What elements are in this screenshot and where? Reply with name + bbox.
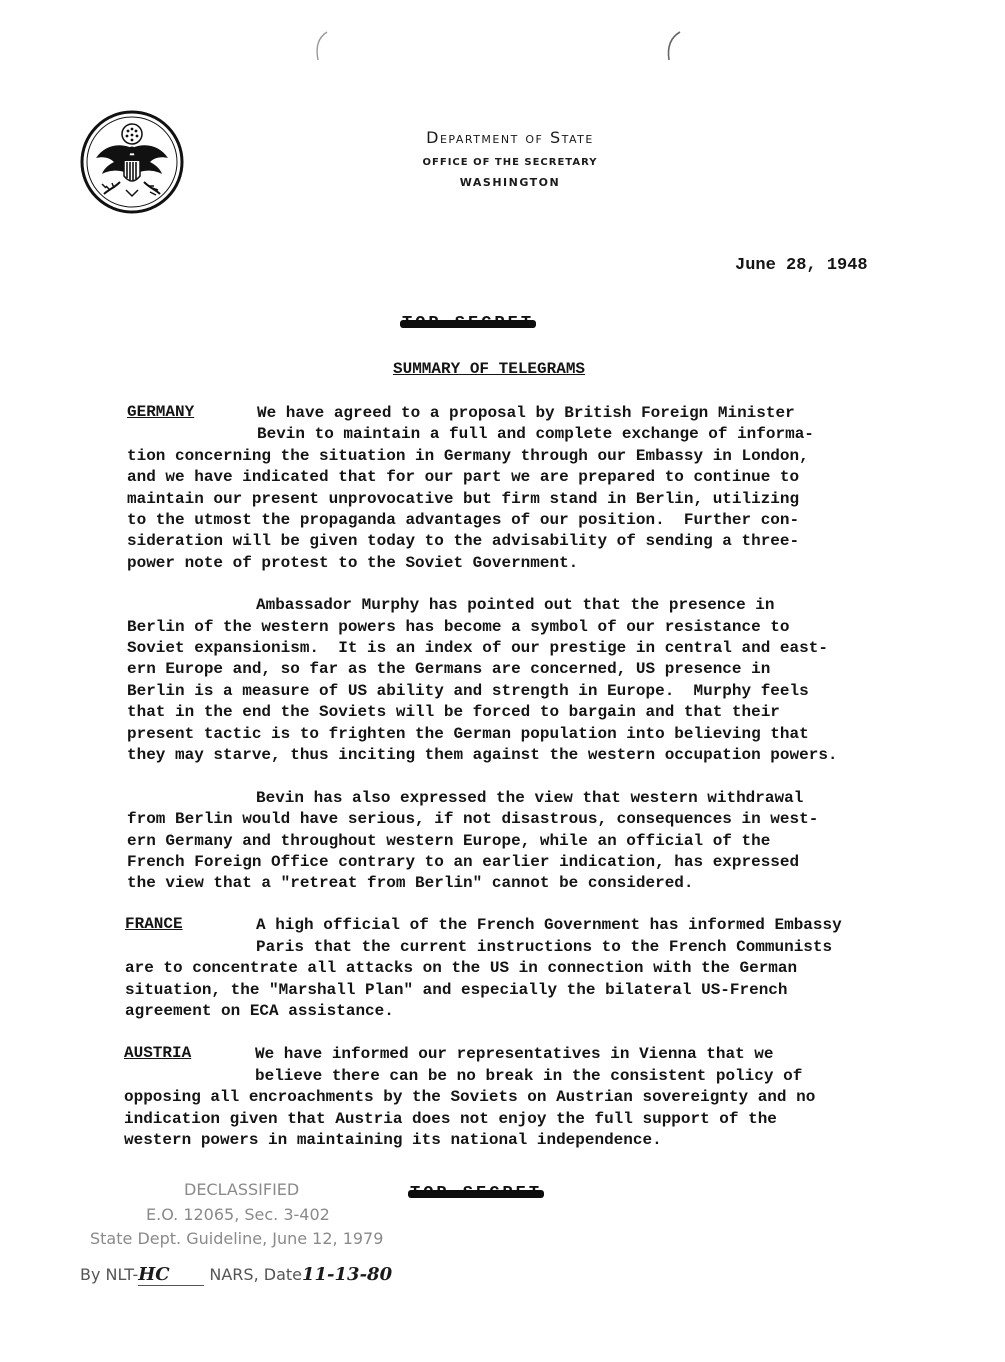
- classification-marking-top: [402, 314, 534, 333]
- austria-line: western powers in maintaining its national independence.: [124, 1131, 662, 1149]
- germany-para3-line: ern Germany and throughout western Europe, while an official of the: [127, 832, 771, 850]
- nars-date-label: NARS, Date: [209, 1265, 302, 1284]
- germany-para3-line: Bevin has also expressed the view that western withdrawal: [256, 789, 804, 807]
- germany-line: and we have indicated that for our part we are prepared to continue to: [127, 468, 800, 486]
- punch-hole-mark-right: [664, 30, 682, 64]
- germany-para2-line: that in the end the Soviets will be forced to bargain and that their: [127, 703, 780, 721]
- germany-line: Bevin to maintain a full and complete exchange of informa-: [257, 425, 814, 443]
- letterhead-department: Department of State: [426, 128, 594, 147]
- document-title: SUMMARY OF TELEGRAMS: [393, 360, 586, 378]
- germany-line: sideration will be given today to the advisability of sending a three-: [127, 532, 800, 550]
- germany-line: maintain our present unprovocative but firm stand in Berlin, utilizing: [127, 490, 800, 508]
- classification-marking-bottom: [410, 1184, 542, 1203]
- section-heading-germany: GERMANY: [127, 403, 195, 421]
- france-line: A high official of the French Government has informed Embassy: [256, 916, 842, 934]
- byline-initials-signature: HC: [138, 1264, 204, 1286]
- germany-line: We have agreed to a proposal by British Foreign Minister: [257, 404, 795, 422]
- letterhead-city: WASHINGTON: [459, 176, 561, 189]
- great-seal-icon: [80, 110, 184, 214]
- declassified-stamp-byline: [80, 1264, 392, 1286]
- germany-line: tion concerning the situation in Germany through our Embassy in London,: [127, 447, 809, 465]
- germany-para3-line: French Foreign Office contrary to an earlier indication, has expressed: [127, 853, 800, 871]
- france-line: situation, the "Marshall Plan" and especially the bilateral US-French: [125, 981, 788, 999]
- nars-date-handwritten: 11-13-80: [302, 1264, 393, 1285]
- letterhead: [360, 128, 660, 190]
- section-heading-france: FRANCE: [125, 915, 183, 933]
- austria-line: indication given that Austria does not enjoy the full support of the: [124, 1110, 777, 1128]
- letterhead-office: OFFICE OF THE SECRETARY: [422, 157, 598, 168]
- france-line: agreement on ECA assistance.: [125, 1002, 394, 1020]
- redaction-strike-bar: [408, 1190, 544, 1198]
- byline-label: By NLT-: [80, 1265, 139, 1284]
- germany-para2-line: Berlin is a measure of US ability and strength in Europe. Murphy feels: [127, 682, 809, 700]
- austria-line: opposing all encroachments by the Soviets on Austrian sovereignty and no: [124, 1088, 816, 1106]
- austria-line: We have informed our representatives in Vienna that we: [255, 1045, 774, 1063]
- section-heading-austria: AUSTRIA: [124, 1044, 192, 1062]
- germany-line: power note of protest to the Soviet Government.: [127, 554, 579, 572]
- germany-para2-line: Berlin of the western powers has become a symbol of our resistance to: [127, 618, 790, 636]
- germany-para2-line: Ambassador Murphy has pointed out that the presence in: [256, 596, 775, 614]
- france-line: Paris that the current instructions to the French Communists: [256, 938, 833, 956]
- germany-para2-line: present tactic is to frighten the German population into believing that: [127, 725, 809, 743]
- austria-line: believe there can be no break in the consistent policy of: [255, 1067, 803, 1085]
- declassified-stamp-order: E.O. 12065, Sec. 3-402: [146, 1205, 330, 1224]
- declassified-stamp-status: DECLASSIFIED: [184, 1180, 300, 1199]
- germany-para3-line: from Berlin would have serious, if not disastrous, consequences in west-: [127, 810, 819, 828]
- declassified-stamp-guideline: State Dept. Guideline, June 12, 1979: [90, 1229, 384, 1248]
- germany-para3-line: the view that a "retreat from Berlin" cannot be considered.: [127, 874, 694, 892]
- punch-hole-mark-left: [312, 30, 330, 64]
- redaction-strike-bar: [400, 320, 536, 328]
- document-date: June 28, 1948: [735, 256, 868, 275]
- germany-line: to the utmost the propaganda advantages of our position. Further con-: [127, 511, 800, 529]
- germany-para2-line: they may starve, thus inciting them against the western occupation powers.: [127, 746, 838, 764]
- germany-para2-line: Soviet expansionism. It is an index of our prestige in central and east-: [127, 639, 828, 657]
- germany-para2-line: ern Europe and, so far as the Germans are concerned, US presence in: [127, 660, 771, 678]
- france-line: are to concentrate all attacks on the US in connection with the German: [125, 959, 798, 977]
